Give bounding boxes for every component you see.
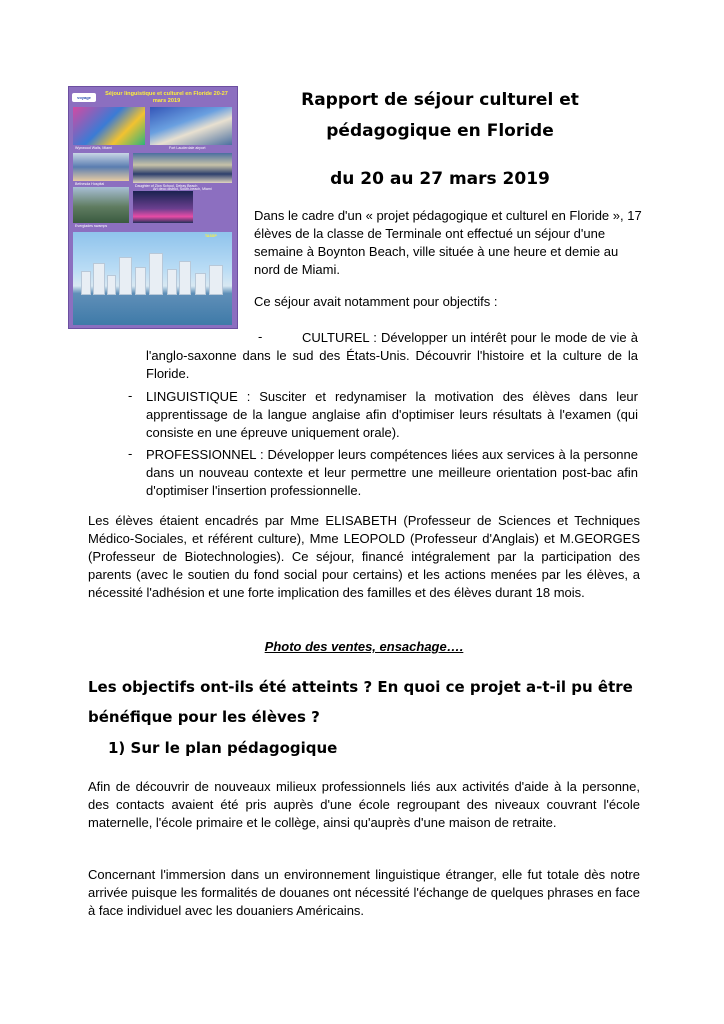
section-1-heading: 1) Sur le plan pédagogique: [108, 739, 338, 757]
objective-culturel: CULTUREL : Développer un intérêt pour le mode de vie à l'anglo-saxonne dans le sud des États-Unis. Découvrir l'histoire et la culture de la Floride.: [146, 330, 638, 381]
objective-dash-2: -: [128, 388, 133, 403]
objective-dash-1: -: [258, 329, 263, 344]
photo-wynwood-walls: [73, 107, 145, 145]
photo-hospital: [73, 153, 129, 181]
intro-paragraph: Dans le cadre d'un « projet pédagogique et culturel en Floride », 17 élèves de la classe de Terminale ont effectué un séjour d'une semaine à Boynton Beach, ville située à une heure et demie au nord de Miami.: [254, 208, 642, 277]
photo-airport: [150, 107, 232, 145]
caption-tassp: TASSP: [205, 234, 217, 238]
photo-everglades: [73, 187, 129, 223]
objective-dash-3: -: [128, 446, 133, 461]
photo-caption: Photo des ventes, ensachage….: [264, 639, 464, 654]
report-title-line-2: pédagogique en Floride: [326, 121, 554, 141]
caption-school: Daughter of Zion School, Delray Beach: [135, 184, 198, 188]
objectives-intro: Ce séjour avait notamment pour objectifs :: [254, 294, 498, 309]
caption-wynwood: Wynwood Walls, Miami: [75, 146, 112, 150]
poster-logo: voyage: [72, 93, 96, 102]
report-title-line-1: Rapport de séjour culturel et: [301, 90, 579, 110]
poster-title: Séjour linguistique et culturel en Floride 20-27 mars 2019: [105, 91, 228, 104]
section-1-paragraph-1: Afin de découvrir de nouveaux milieux professionnels liés aux activités d'aide à la personne, des contacts avaient été pris auprès d'une école regroupant des niveaux couvrant l'école maternelle, l'école primaire et le collège, ainsi qu'auprès d'une maison de retraite.: [88, 779, 640, 830]
caption-airport: Fort Lauderdale airport: [169, 146, 206, 150]
objectives-question-heading: Les objectifs ont-ils été atteints ? En quoi ce projet a-t-il pu être bénéfique pour les élèves ?: [88, 678, 633, 726]
caption-everglades: Everglades swamps: [75, 224, 108, 228]
photo-school-group: [133, 153, 232, 183]
supervisors-paragraph: Les élèves étaient encadrés par Mme ELISABETH (Professeur de Sciences et Techniques Médico-Sociales, et référent culture), Mme LEOPOLD (Professeur d'Anglais) et M.GEORGES (Professeur de Biotechnologies). Ce séjour, financé intégralement par la participation des parents (avec le soutien du fond social pour certains) et les actions menées par les élèves, a nécessité l'adhésion et une forte implication des familles et des élèves durant 18 mois.: [88, 513, 640, 600]
caption-art-deco: Art deco district, South-beach, Miami: [153, 187, 212, 191]
photo-art-deco-night: [133, 191, 193, 223]
objective-linguistique: LINGUISTIQUE : Susciter et redynamiser la motivation des élèves dans leur apprentissage de la langue anglaise afin d'optimiser leurs résultats à l'examen (qui consiste en une épreuve uniquement orale).: [146, 389, 638, 440]
caption-hospital: Bethesda Hospital: [75, 182, 105, 186]
objective-professionnel: PROFESSIONNEL : Développer leurs compétences liées aux services à la personne dans un nouveau contexte et leur permettre une meilleure orientation post-bac afin d'optimiser l'insertion professionnelle.: [146, 447, 638, 498]
report-date: du 20 au 27 mars 2019: [330, 169, 550, 189]
section-1-paragraph-2: Concernant l'immersion dans un environnement linguistique étranger, elle fut totale dès notre arrivée puisque les formalités de douanes ont nécessité l'échange de quelques phrases en face à face individuel avec les douaniers Américains.: [88, 867, 640, 918]
photo-miami-skyline: [73, 232, 232, 325]
trip-poster-image: [68, 86, 238, 329]
